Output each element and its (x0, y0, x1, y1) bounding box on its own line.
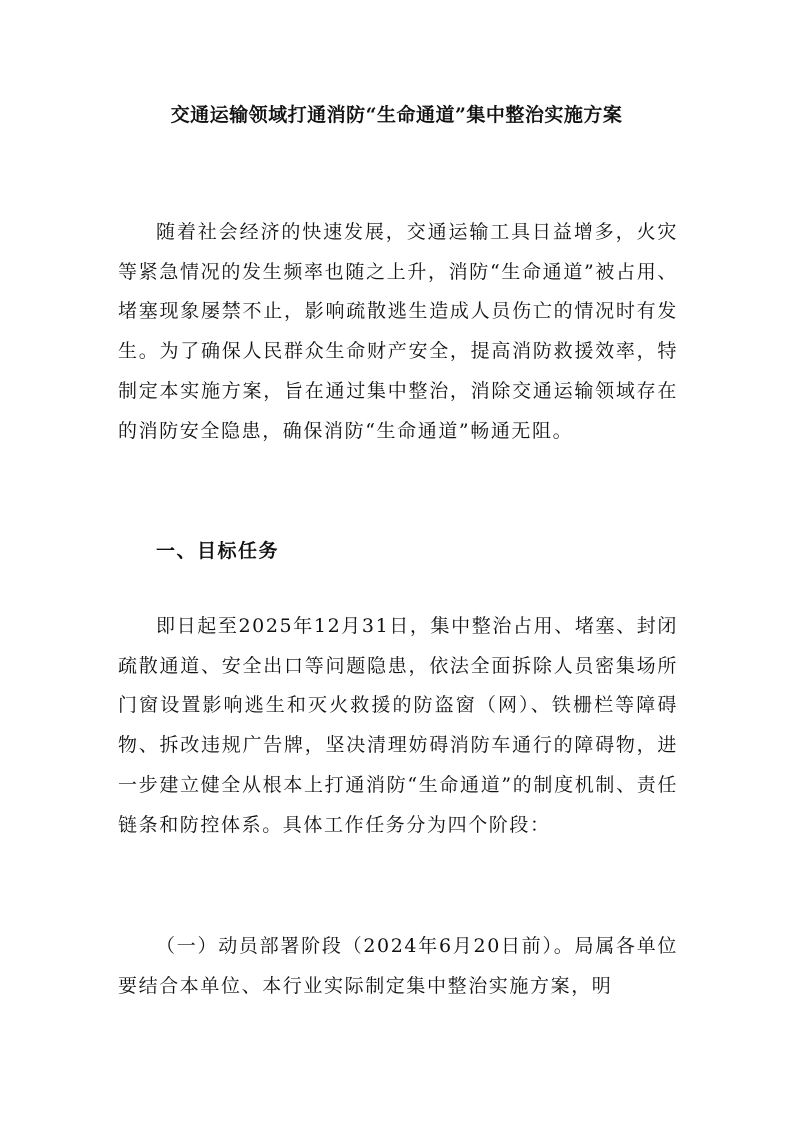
intro-paragraph: 随着社会经济的快速发展，交通运输工具日益增多，火灾等紧急情况的发生频率也随之上升，消防“生命通道”被占用、堵塞现象屡禁不止，影响疏散逃生造成人员伤亡的情况时有发生。为了确保人民群众生命财产安全，提高消防救援效率，特制定本实施方案，旨在通过集中整治，消除交通运输领域存在的消防安全隐患，确保消防“生命通道”畅通无阻。 (118, 221, 678, 442)
goals-paragraph: 即日起至2025年12月31日，集中整治占用、堵塞、封闭疏散通道、安全出口等问题隐患，依法全面拆除人员密集场所门窗设置影响逃生和灭火救援的防盗窗（网）、铁栅栏等障碍物、拆改违规广告牌，坚决清理妨碍消防车通行的障碍物，进一步建立健全从根本上打通消防“生命通道”的制度机制、责任链条和防控体系。具体工作任务分为四个阶段： (118, 615, 678, 836)
section-heading-goals: 一、目标任务 (156, 540, 280, 562)
document-title: 交通运输领域打通消防“生命通道”集中整治实施方案 (170, 104, 623, 126)
stage-one-paragraph: （一）动员部署阶段（2024年6月20日前）。局属各单位要结合本单位、本行业实际制定集中整治实施方案，明 (118, 935, 678, 997)
